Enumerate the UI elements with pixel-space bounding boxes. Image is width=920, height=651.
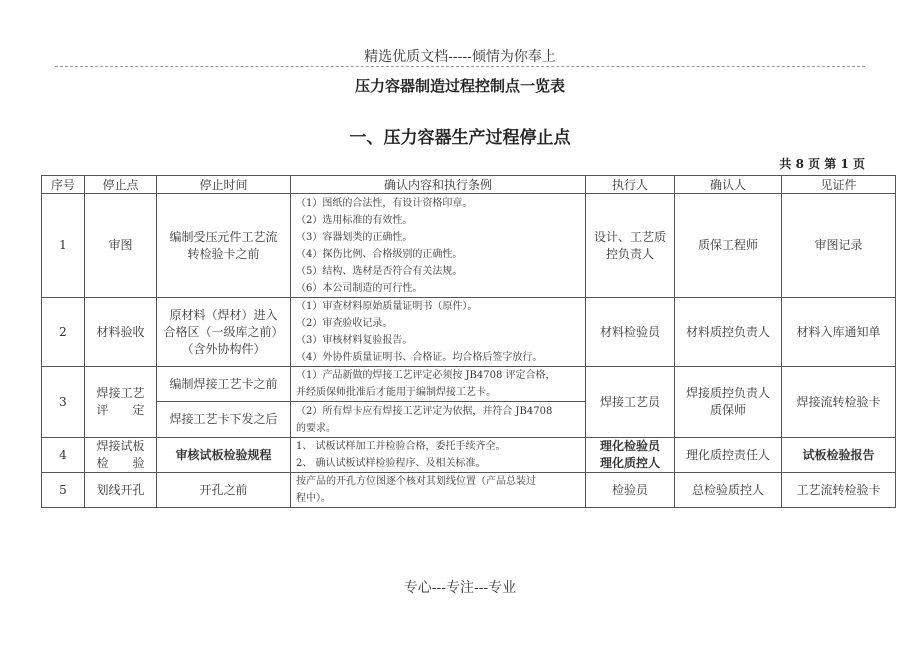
- col-header-point: 停止点: [85, 176, 157, 194]
- row-point: 审图: [85, 194, 157, 298]
- control-points-table: [41, 175, 896, 508]
- row-point: 焊接试板 检 验: [85, 438, 157, 473]
- page-header: 精选优质文档-----倾情为你奉上: [364, 49, 556, 65]
- row-no: 3: [42, 367, 85, 438]
- row-executor: 焊接工艺员: [586, 367, 675, 438]
- table-row: [42, 298, 896, 367]
- table-header-row: [42, 176, 896, 194]
- row-confirmer: 质保工程师: [675, 194, 782, 298]
- row-time: 焊接工艺卡下发之后: [157, 402, 291, 438]
- col-header-evidence: 见证件: [782, 176, 896, 194]
- row-point: 焊接工艺 评 定: [85, 367, 157, 438]
- page-info: 共 8 页 第 1 页: [779, 157, 865, 171]
- row-confirmer: 焊接质控负责人 质保师: [675, 367, 782, 438]
- row-time: 原材料（焊材）进入 合格区（一级库之前） （含外协构件）: [157, 298, 291, 367]
- row-items: （1）产品新做的焊接工艺评定必须按 JB4708 评定合格， 并经质保师批准后才能用于编制焊接工艺卡。: [291, 367, 586, 402]
- section-title: 一、压力容器生产过程停止点: [349, 128, 571, 148]
- header-divider: [55, 66, 865, 67]
- row-items: （1）审查材料原始质量证明书（原件）。 （2）审查验收记录。 （3）审核材料复验报告。 （4）外协件质量证明书、合格证。均合格后签字放行。: [291, 298, 586, 367]
- row-point: 材料验收: [85, 298, 157, 367]
- page-footer: 专心---专注---专业: [403, 580, 517, 596]
- row-time: 编制受压元件工艺流 转检验卡之前: [157, 194, 291, 298]
- row-no: 5: [42, 473, 85, 508]
- row-items: 1、 试板试样加工并检验合格，委托手续齐全。 2、 确认试板试样检验程序、及相关标准。: [291, 438, 586, 473]
- row-no: 4: [42, 438, 85, 473]
- col-header-executor: 执行人: [586, 176, 675, 194]
- table-row: [42, 473, 896, 508]
- row-no: 2: [42, 298, 85, 367]
- col-header-time: 停止时间: [157, 176, 291, 194]
- row-no: 1: [42, 194, 85, 298]
- col-header-confirmer: 确认人: [675, 176, 782, 194]
- row-confirmer: 理化质控责任人: [675, 438, 782, 473]
- row-evidence: 试板检验报告: [782, 438, 896, 473]
- row-evidence: 审图记录: [782, 194, 896, 298]
- row-items: （2）所有焊卡应有焊接工艺评定为依据，并符合 JB4708 的要求。: [291, 402, 586, 438]
- row-time: 审核试板检验规程: [157, 438, 291, 473]
- row-confirmer: 总检验质控人: [675, 473, 782, 508]
- col-header-no: 序号: [42, 176, 85, 194]
- row-executor: 设计、工艺质 控负责人: [586, 194, 675, 298]
- row-time: 开孔之前: [157, 473, 291, 508]
- col-header-items: 确认内容和执行条例: [291, 176, 586, 194]
- table-row: [42, 194, 896, 298]
- row-executor: 材料检验员: [586, 298, 675, 367]
- document-title: 压力容器制造过程控制点一览表: [354, 77, 565, 95]
- row-executor: 理化检验员 理化质控人: [586, 438, 675, 473]
- row-executor: 检验员: [586, 473, 675, 508]
- row-confirmer: 材料质控负责人: [675, 298, 782, 367]
- row-evidence: 材料入库通知单: [782, 298, 896, 367]
- row-time: 编制焊接工艺卡之前: [157, 367, 291, 402]
- row-items: （1）图纸的合法性，有设计资格印章。 （2）选用标准的有效性。 （3）容器划类的正确性。 （4）探伤比例、合格级别的正确性。 （5）结构、选材是否符合有关法规。 （6）本公司制造的可行性。: [291, 194, 586, 298]
- row-evidence: 工艺流转检验卡: [782, 473, 896, 508]
- table-row: [42, 438, 896, 473]
- row-point: 划线开孔: [85, 473, 157, 508]
- row-items: 按产品的开孔方位图逐个核对其划线位置（产品总装过 程中）。: [291, 473, 586, 508]
- row-evidence: 焊接流转检验卡: [782, 367, 896, 438]
- table-row: [42, 367, 896, 402]
